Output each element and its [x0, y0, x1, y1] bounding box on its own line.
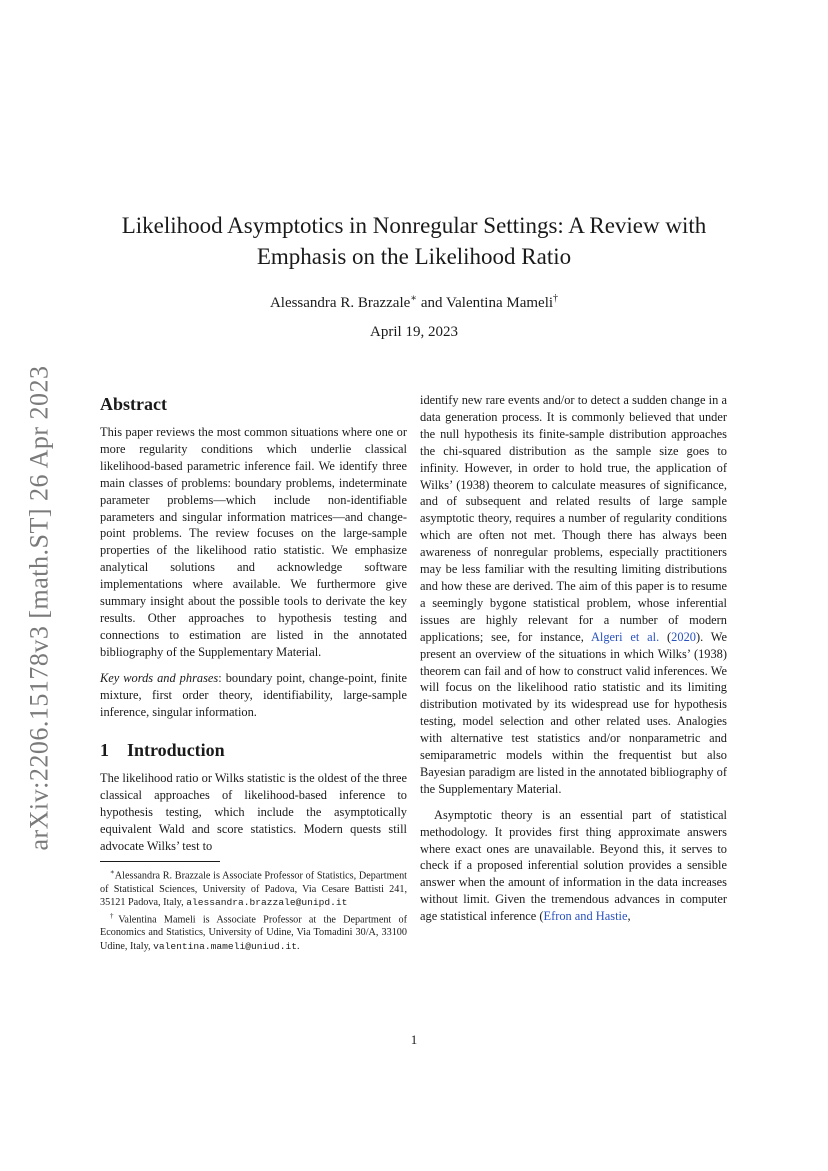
footnote-end: . — [297, 940, 300, 952]
paper-title — [90, 210, 738, 272]
email-address[interactable]: valentina.mameli@uniud.it — [153, 940, 298, 952]
footnote-divider — [100, 861, 220, 862]
keywords-text: : boundary point, change-point, finite mixture, first order theory, identifiability, large-sample inference, singular information. — [100, 670, 407, 719]
email-address[interactable]: alessandra.brazzale@unipd.it — [186, 897, 348, 909]
footnote-text: Alessandra R. Brazzale is Associate Professor of Statistics, Department of Statistical Sciences, University of Padova, Via Cesare Battisti 241, 35121 Padova, Italy, — [100, 870, 407, 909]
author-conjunction: and — [417, 295, 446, 311]
page-number: 1 — [410, 1032, 418, 1047]
author-name: Valentina Mameli — [445, 295, 554, 311]
section-title: Introduction — [127, 740, 225, 761]
footnote-1 — [100, 866, 407, 910]
footnote-mark: ∗ — [110, 867, 115, 876]
section-number: 1 — [100, 740, 109, 761]
footnote-text: Valentina Mameli is Associate Professor at the Department of Economics and Statistics, University of Udine, Via Tomadini 30/A, 33100 Udine, Italy, — [100, 913, 407, 952]
footnote-2 — [100, 910, 407, 954]
citation-link[interactable]: Efron and Hastie — [543, 909, 628, 924]
keywords-paragraph — [100, 670, 407, 721]
abstract-heading: Abstract — [100, 394, 167, 414]
introduction-paragraph — [420, 392, 727, 798]
footnote-mark[interactable]: † — [553, 293, 559, 304]
section-heading-introduction — [100, 738, 407, 762]
paper-title-line-2: Emphasis on the Likelihood Ratio — [256, 244, 572, 269]
paragraph-text: ). We present an overview of the situations in which Wilks’ (1938) theorem can fail and of how to construct valid inferences. We will focus on the likelihood ratio statistic and its limiting distribution motivated by its widespread use for hypothesis testing, model selection and other related uses. Analogies with alternative test statistics and/or nonparametric and semiparametric models within the frequentist but also Bayesian paradigm are listed in the annotated bibliography of the Supplementary Material. — [420, 629, 727, 796]
paper-title-line-1: Likelihood Asymptotics in Nonregular Settings: A Review with — [121, 213, 707, 238]
paper-date: April 19, 2023 — [370, 324, 458, 340]
author-name: Alessandra R. Brazzale — [269, 295, 411, 311]
abstract-text: This paper reviews the most common situations where one or more regularity conditions which underlie classical likelihood-based parametric inference fail. We identify three main classes of problems: boundary problems, indeterminate parameter problems—which include non-identifiable parameters and singular information matrices—and change-point problems. The review focuses on the large-sample properties of the likelihood ratio statistic. We emphasize analytical solutions and acknowledge software implementations where available. We furthermore give summary insight about the possible tools to derivate the key results. Other approaches to hypothesis testing and connections to estimation are listed in the annotated bibliography of the Supplementary Material. — [100, 425, 407, 659]
author-list — [90, 289, 738, 313]
citation-open-paren: ( — [659, 629, 672, 644]
citation-year-link[interactable]: 2020 — [671, 629, 696, 644]
introduction-paragraph: The likelihood ratio or Wilks statistic is the oldest of the three classical approaches of likelihood-based inference to hypothesis testing, which include the asymptotically equivalent Wald and score statistics. Modern quests still advocate Wilks’ test to — [100, 771, 407, 854]
right-column — [420, 392, 727, 925]
citation-link[interactable]: Algeri et al. — [590, 629, 660, 644]
paragraph-text: Asymptotic theory is an essential part of statistical methodology. It provides first thing approximate answers where exact ones are unavailable. Beyond this, it serves to check if a proposed inferential solution provides a sensible answer when the amount of information in the data increases without limit. Given the tremendous advances in computer age statistical inference ( — [420, 807, 727, 924]
introduction-paragraph — [420, 807, 727, 925]
footnote-mark: † — [110, 911, 119, 920]
left-column — [100, 392, 407, 953]
keywords-label: Key words and phrases — [100, 670, 219, 685]
paragraph-text: identify new rare events and/or to detect a sudden change in a data generation process. It is commonly believed that under the null hypothesis its finite-sample distribution approaches the chi-squared distribution as the sample size goes to infinity. However, in order to hold true, the application of Wilks’ (1938) theorem to calculate measures of significance, and of subsequent and related results of large sample asymptotic theory, requires a number of regularity conditions which are often not met. Though there has always been awareness of nonregular problems, especially practitioners may be less familiar with the resulting limiting distributions and how these are derived. The aim of this paper is to resume a seemingly bygone statistical problem, whose inferential issues are highly relevant for a number of modern applications; see, for instance, — [420, 393, 727, 644]
footnote-mark[interactable]: ∗ — [410, 293, 418, 304]
arxiv-identifier-text: arXiv:2206.15178v3 [math.ST] 26 Apr 2023 — [25, 365, 55, 851]
arxiv-identifier-stamp — [18, 348, 62, 868]
paragraph-text: , — [627, 909, 631, 924]
